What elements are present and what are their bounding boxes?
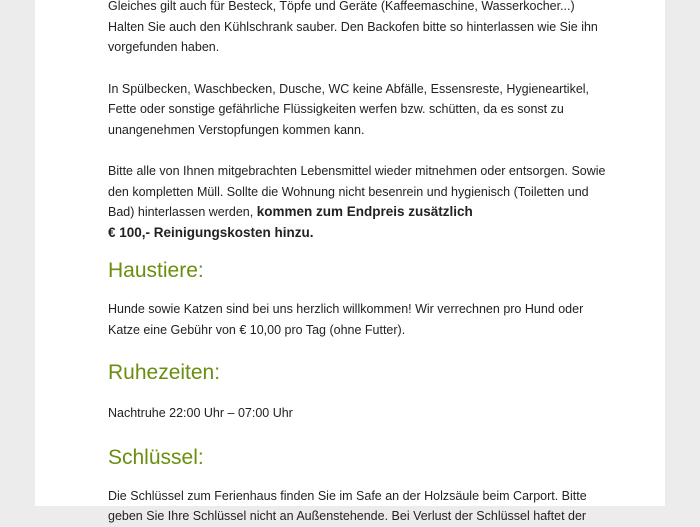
heading-ruhezeiten: Ruhezeiten: [108, 361, 221, 384]
paragraph-cleaning-kitchen: Gleiches gilt auch für Besteck, Töpfe und Geräte (Kaffeemaschine, Wasserkocher...) Halten Sie auch den Kühlschrank sauber. Den Backofen bitte so hinterlassen wie Sie ihn vorgefunden haben. [108, 0, 598, 54]
document-page [35, 0, 665, 523]
paragraph-pets: Hunde sowie Katzen sind bei uns herzlich willkommen! Wir verrechnen pro Hund oder Katze eine Gebühr von € 10,00 pro Tag (ohne Futter). [108, 302, 584, 337]
paragraph-drain-rules: In Spülbecken, Waschbecken, Dusche, WC keine Abfälle, Essensreste, Hygieneartikel, Fette oder sonstige gefährliche Flüssigkeiten werfen bzw. schütten, da es sonst zu unangenehmen Verstopfungen kommen kann. [108, 81, 590, 137]
paragraph-quiet-hours: Nachtruhe 22:00 Uhr – 07:00 Uhr [108, 406, 293, 420]
paragraph-keys: Die Schlüssel zum Ferienhaus finden Sie im Safe an der Holzsäule beim Carport. Bitte geben Sie Ihre Schlüssel nicht an Außenstehende. Bei Verlust der Schlüssel haftet der [108, 488, 587, 523]
cleaning-fee-bold-2: € 100,- Reinigungskosten hinzu. [108, 224, 314, 240]
heading-haustiere: Haustiere: [108, 259, 204, 282]
document-content [108, 0, 608, 527]
heading-schluessel: Schlüssel: [108, 445, 204, 469]
paragraph-cleaning-fee [108, 161, 608, 243]
cleaning-fee-bold-1: kommen zum Endpreis zusätzlich [256, 204, 473, 219]
cleaning-fee-text: Bitte alle von Ihnen mitgebrachten Lebensmittel wieder mitnehmen oder entsorgen. Sowie den kompletten Müll. Sollte die Wohnung nicht besenrein und hygienisch (Toiletten und Bad) hinterlassen werden, [108, 164, 606, 219]
